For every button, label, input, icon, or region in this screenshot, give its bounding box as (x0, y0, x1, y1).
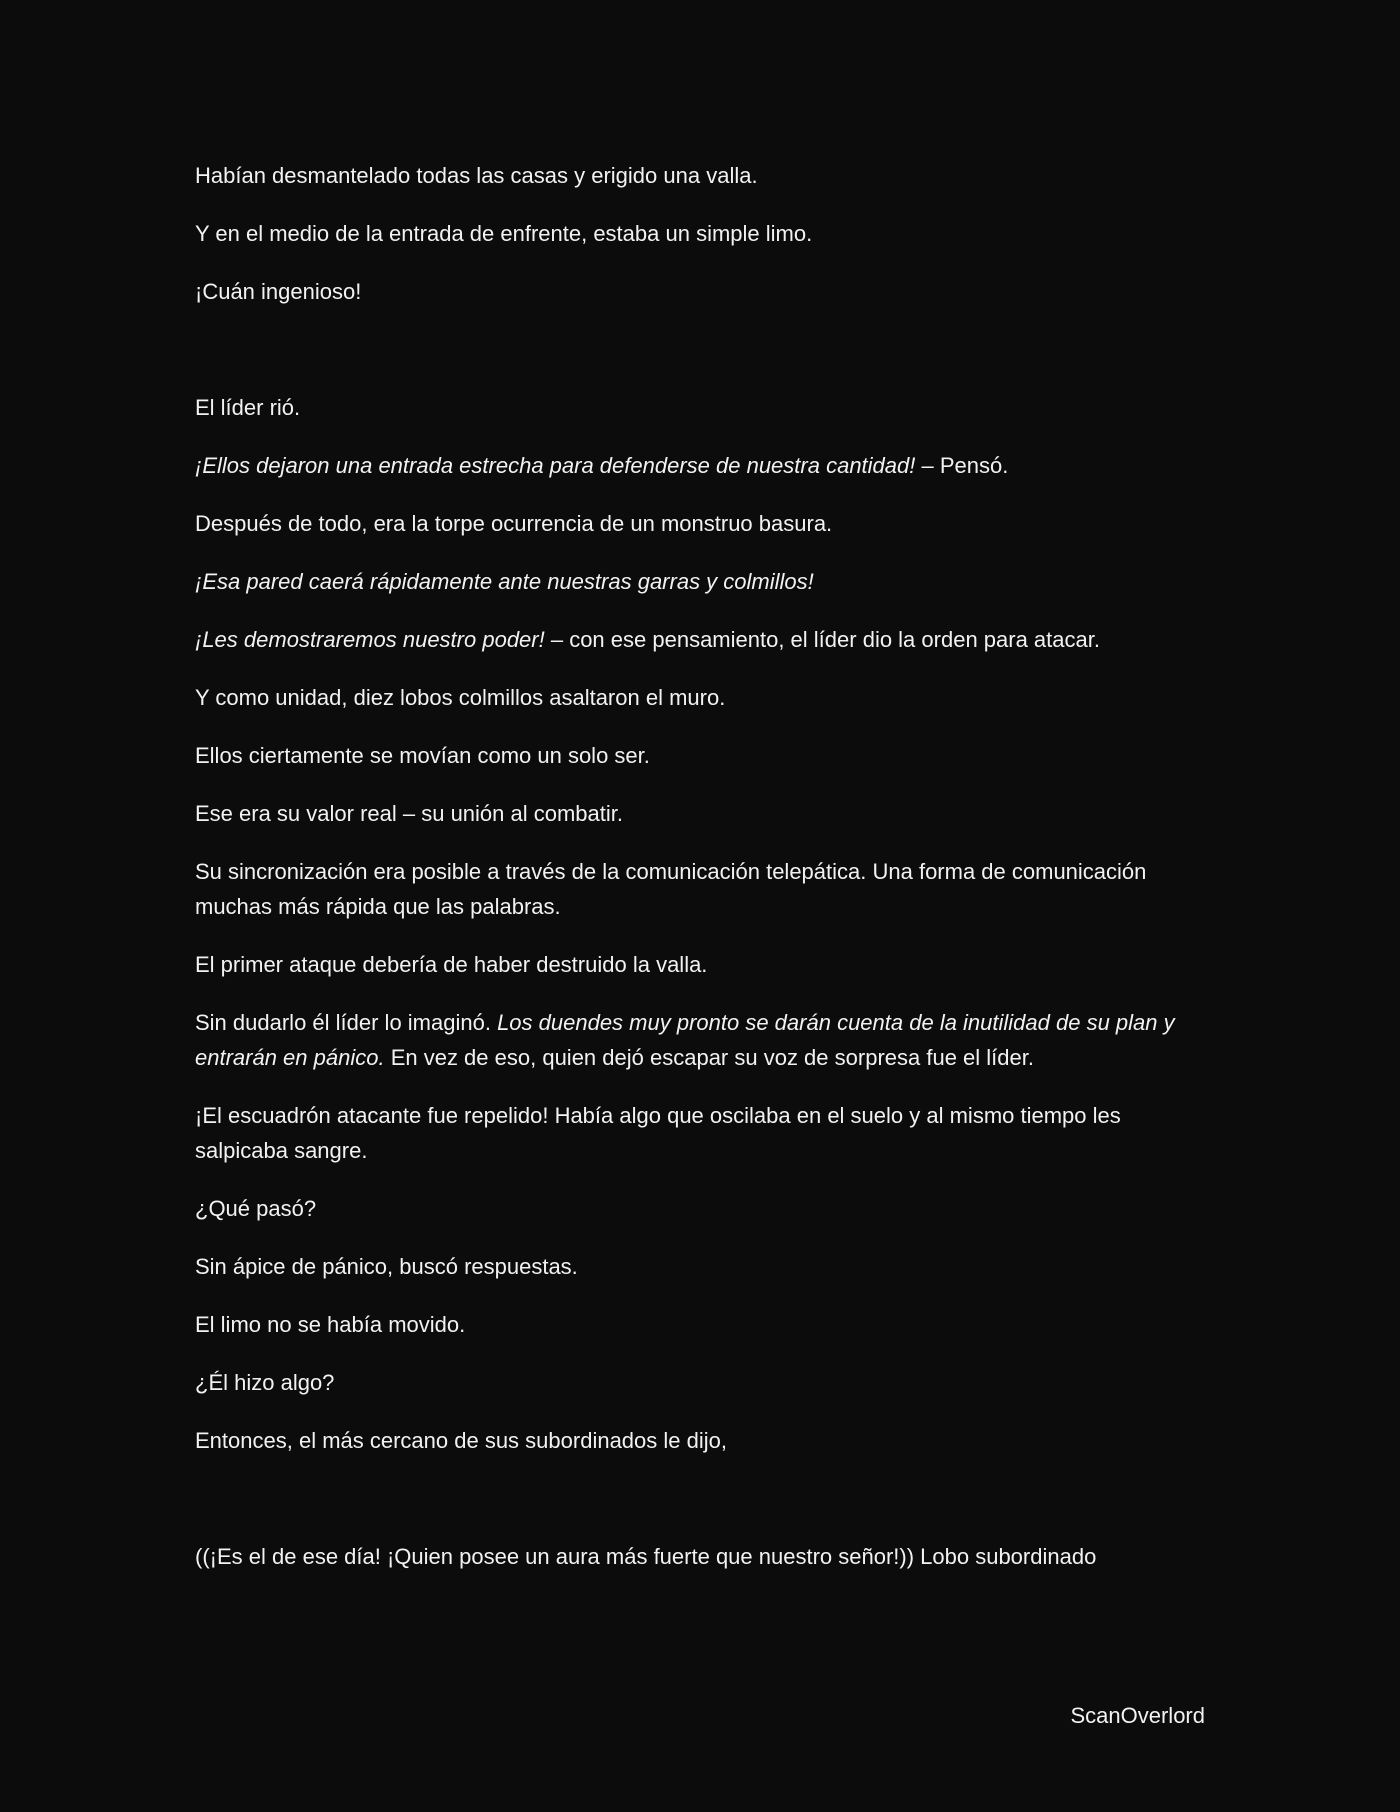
paragraph: Y como unidad, diez lobos colmillos asaltaron el muro. (195, 685, 726, 710)
paragraph: El líder rió. (195, 395, 301, 420)
paragraph: Ese era su valor real – su unión al combatir. (195, 801, 624, 826)
paragraph: ¡El escuadrón atacante fue repelido! Había algo que oscilaba en el suelo y al mismo tiempo les salpicaba sangre. (195, 1103, 1121, 1163)
paragraph: Entonces, el más cercano de sus subordinados le dijo, (195, 1428, 727, 1453)
paragraph: Ellos ciertamente se movían como un solo ser. (195, 743, 650, 768)
paragraph: El limo no se había movido. (195, 1312, 466, 1337)
italic-thought: ¡Esa pared caerá rápidamente ante nuestras garras y colmillos! (195, 569, 814, 594)
paragraph: Y en el medio de la entrada de enfrente, estaba un simple limo. (195, 221, 813, 246)
paragraph (195, 1005, 1210, 1075)
paragraph: Sin ápice de pánico, buscó respuestas. (195, 1254, 578, 1279)
paragraph-text: – Pensó. (915, 453, 1009, 478)
paragraph-text: En vez de eso, quien dejó escapar su voz de sorpresa fue el líder. (384, 1045, 1034, 1070)
paragraph: El primer ataque debería de haber destruido la valla. (195, 952, 708, 977)
paragraph: ¡Cuán ingenioso! (195, 279, 362, 304)
paragraph (195, 448, 1210, 483)
paragraph-text: Sin dudarlo él líder lo imaginó. (195, 1010, 498, 1035)
paragraph: Habían desmantelado todas las casas y erigido una valla. (195, 163, 758, 188)
paragraph (195, 564, 1210, 599)
italic-thought: Los duendes muy pronto se darán cuenta de la inutilidad de su plan y entrarán en pánico. (195, 1010, 1175, 1070)
story-text (195, 158, 1210, 1597)
paragraph (195, 622, 1210, 657)
paragraph: ¿Qué pasó? (195, 1196, 317, 1221)
paragraph: Su sincronización era posible a través de la comunicación telepática. Una forma de comunicación muchas más rápida que las palabras. (195, 859, 1147, 919)
italic-thought: ¡Ellos dejaron una entrada estrecha para defenderse de nuestra cantidad! (195, 453, 916, 478)
italic-thought: ¡Les demostraremos nuestro poder! (195, 627, 545, 652)
blank-line (195, 332, 1210, 390)
paragraph-text: – con ese pensamiento, el líder dio la orden para atacar. (544, 627, 1100, 652)
paragraph: ((¡Es el de ese día! ¡Quien posee un aura más fuerte que nuestro señor!)) Lobo subordinado (195, 1544, 1097, 1569)
paragraph: ¿Él hizo algo? (195, 1370, 335, 1395)
signature: ScanOverlord (1070, 1703, 1205, 1728)
blank-line (195, 1481, 1210, 1539)
paragraph: Después de todo, era la torpe ocurrencia de un monstruo basura. (195, 511, 833, 536)
